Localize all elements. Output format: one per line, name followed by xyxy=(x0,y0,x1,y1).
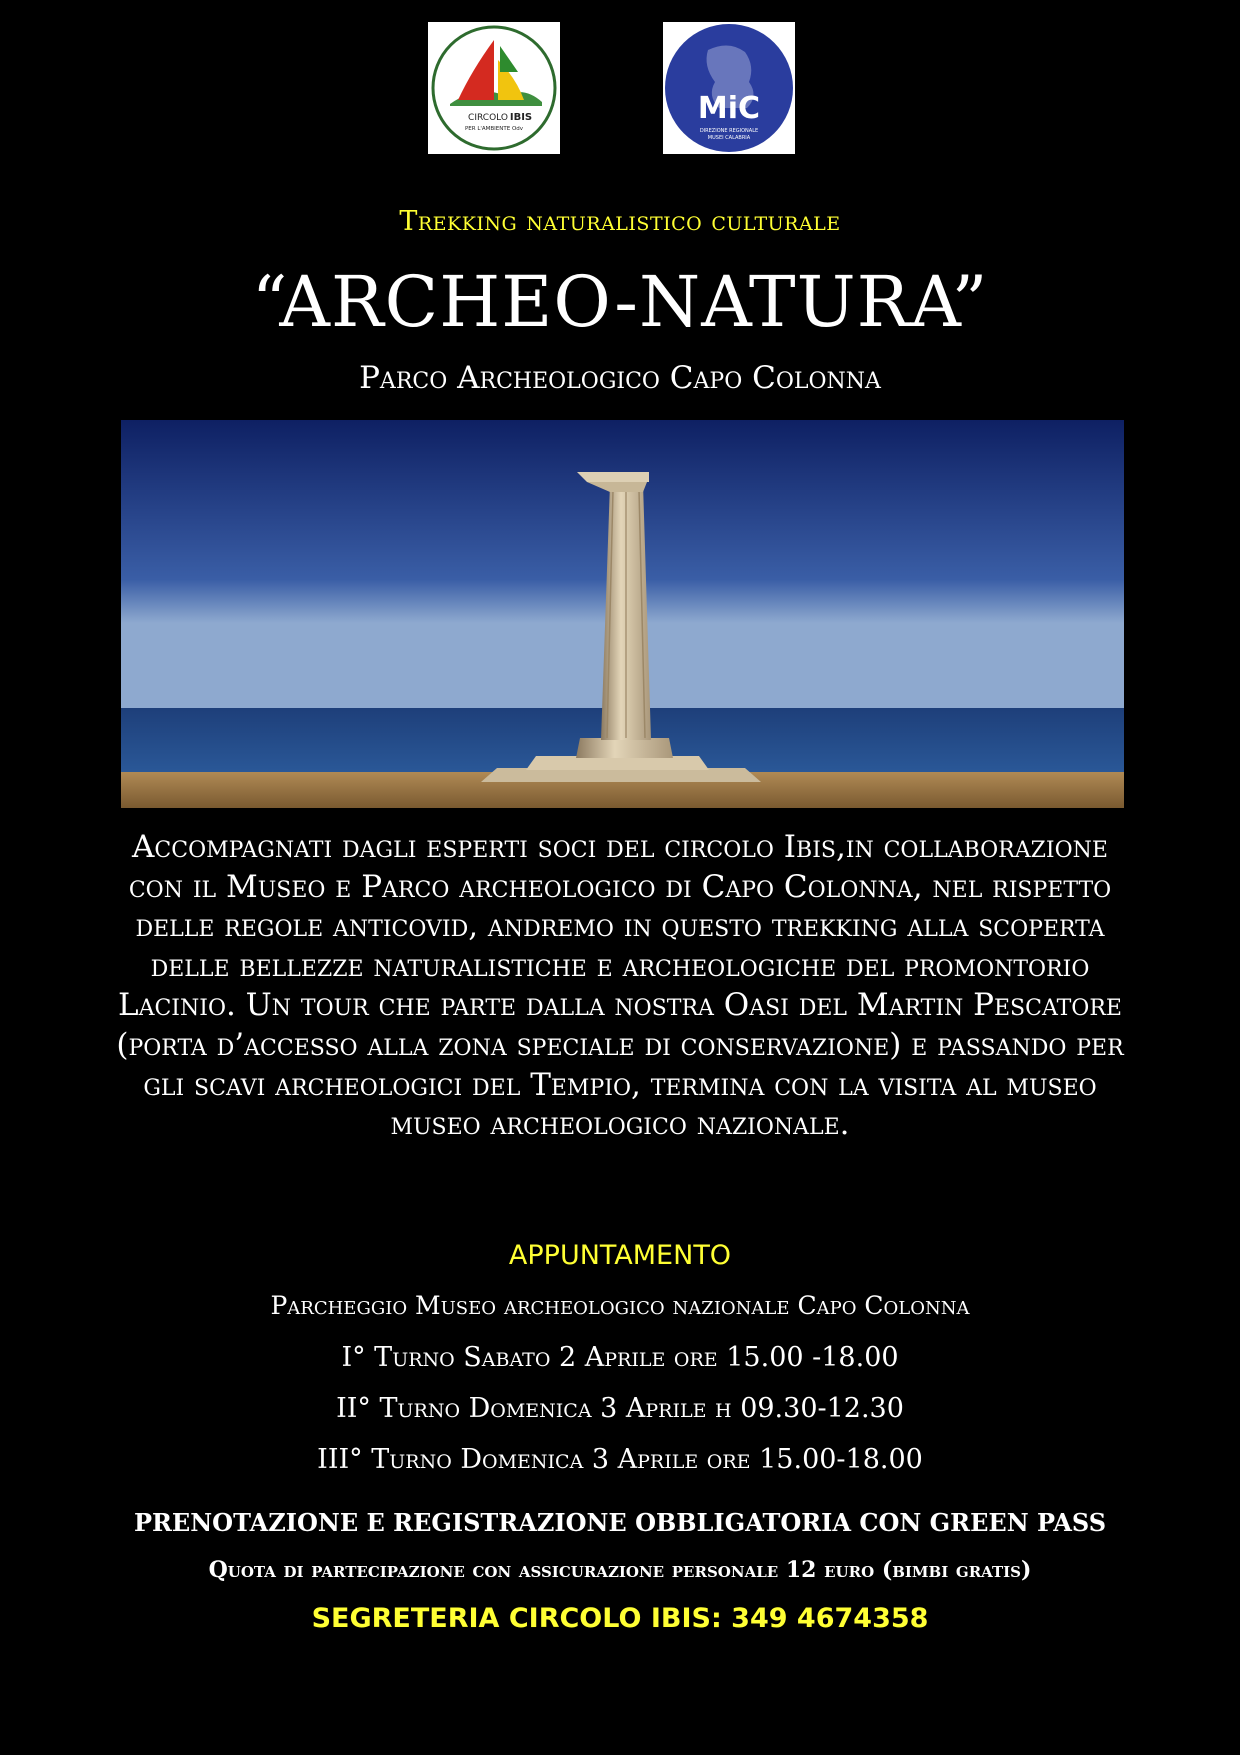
meeting-place: Parcheggio Museo archeologico nazionale Capo Colonna xyxy=(270,1291,970,1320)
event-title: “ARCHEO-NATURA” xyxy=(251,261,989,343)
turno-1: I° Turno Sabato 2 Aprile ore 15.00 -18.00 xyxy=(341,1342,899,1373)
mic-logo-caption-1: DIREZIONE REGIONALE xyxy=(699,128,759,134)
turno-3: III° Turno Domenica 3 Aprile ore 15.00-18.00 xyxy=(317,1444,923,1475)
event-description: Accompagnati dagli esperti soci del circolo Ibis,in collaborazione con il Museo e Parco archeologico di Capo Colonna, nel rispetto delle regole anticovid, andremo in questo trekking alla scoperta delle bellezze naturalistiche e archeologiche del promontorio Lacinio. Un tour che parte dalla nostra Oasi del Martin Pescatore (porta d’accesso alla zona speciale di conservazione) e passando per gli scavi archeologici del Tempio, termina con la visita al museo museo archeologico nazionale. xyxy=(116,829,1124,1143)
turno-2: II° Turno Domenica 3 Aprile h 09.30-12.30 xyxy=(336,1393,904,1424)
ibis-logo-name: CIRCOLO xyxy=(468,113,508,123)
circolo-ibis-logo xyxy=(428,22,560,154)
booking-notice: PRENOTAZIONE E REGISTRAZIONE OBBLIGATORIA CON GREEN PASS xyxy=(133,1508,1107,1537)
participation-fee: Quota di partecipazione con assicurazione personale 12 euro (bimbi gratis) xyxy=(208,1557,1032,1583)
capo-colonna-column-photo xyxy=(121,420,1124,808)
appointment-heading: APPUNTAMENTO xyxy=(508,1240,732,1271)
mic-logo-caption-2: MUSEI CALABRIA xyxy=(707,135,751,141)
event-location: Parco Archeologico Capo Colonna xyxy=(359,360,881,396)
ibis-logo-tagline: PER L'AMBIENTE Odv xyxy=(464,126,524,132)
secretariat-contact: SEGRETERIA CIRCOLO IBIS: 349 4674358 xyxy=(311,1603,929,1634)
mic-logo-name: MiC xyxy=(697,91,761,126)
ibis-logo-name-strong: IBIS xyxy=(509,112,533,123)
event-subtitle: Trekking naturalistico culturale xyxy=(399,206,841,237)
mic-logo xyxy=(663,22,795,154)
